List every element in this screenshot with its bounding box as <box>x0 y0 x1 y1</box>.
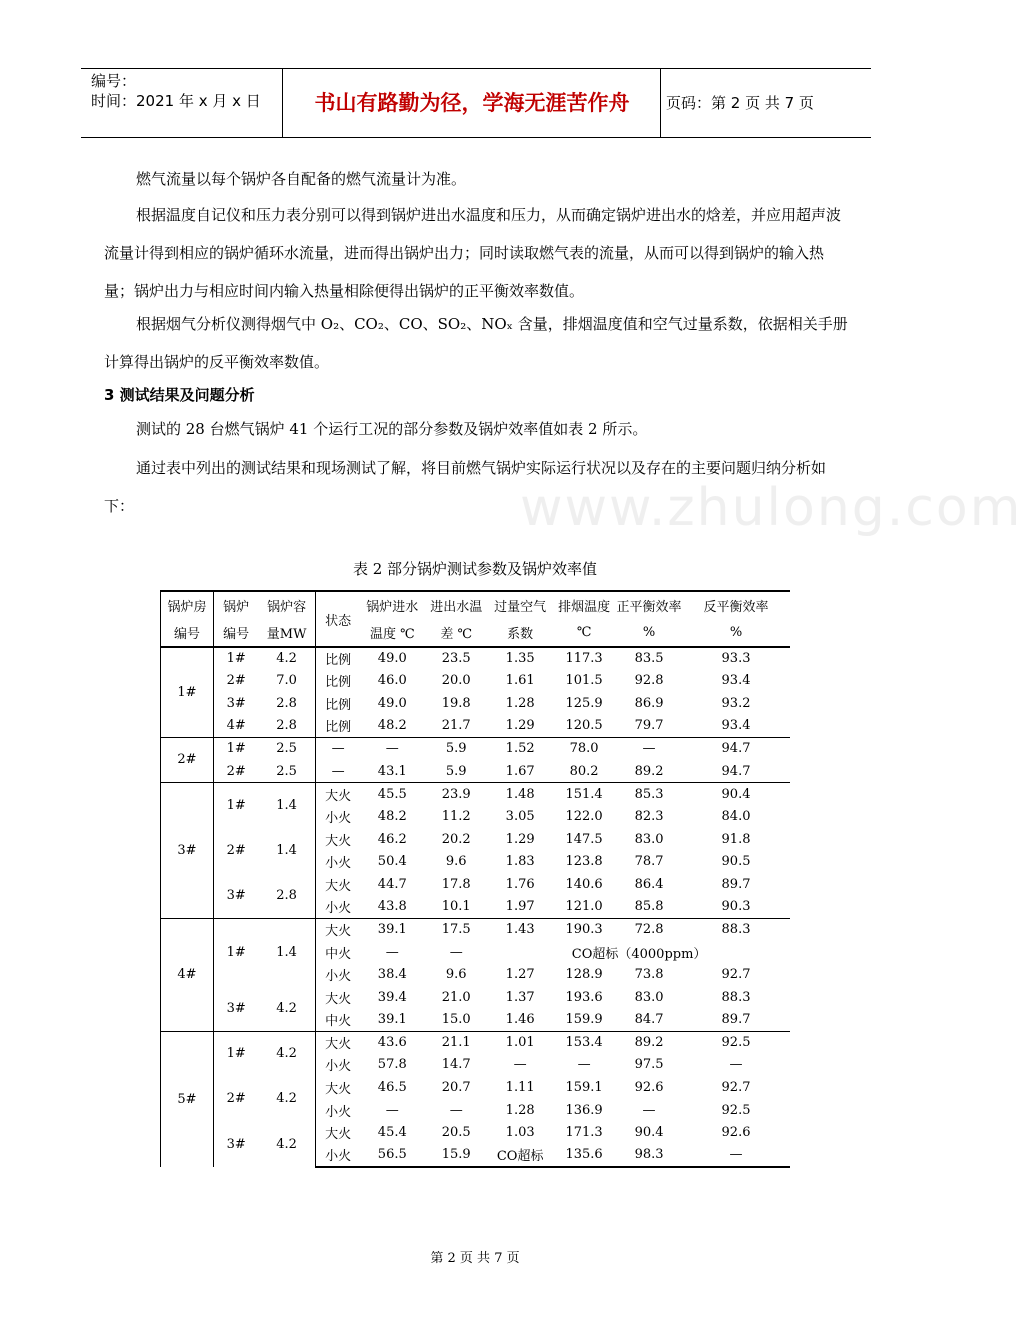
cell-inlet-temp: — <box>360 737 424 760</box>
cell-inlet-temp: 45.4 <box>377 1125 407 1141</box>
cell-status: 中火 <box>315 941 360 964</box>
paragraph-analysis-intro: 通过表中列出的测试结果和现场测试了解，将目前燃气锅炉实际运行状况以及存在的主要问题归纳分析如下： <box>104 459 827 515</box>
cell-capacity: 4.2 <box>276 1091 297 1107</box>
cell-inlet-temp: 48.2 <box>377 808 407 824</box>
cell-flue-temp: — <box>577 1057 591 1073</box>
cell-negative-eff: 92.7 <box>721 1080 751 1096</box>
cell-boiler-id: 4# <box>213 715 258 738</box>
table-row <box>161 647 791 670</box>
cell-inlet-temp: 46.2 <box>377 831 407 847</box>
cell-positive-eff: 85.3 <box>616 783 682 806</box>
cell-positive-eff: 85.8 <box>616 896 682 919</box>
cell-room: 1# <box>161 647 214 737</box>
cell-status: 小火 <box>315 963 360 986</box>
cell-negative-eff: — <box>729 1057 743 1073</box>
cell-positive-eff: 89.2 <box>616 760 682 783</box>
document-time-label: 时间：2021 年 x 月 x 日 <box>91 92 261 110</box>
cell-flue-temp: 78.0 <box>552 737 616 760</box>
paragraph-test-intro: 测试的 28 台燃气锅炉 41 个运行工况的部分参数及锅炉效率值如表 2 所示。 <box>136 420 648 438</box>
header-room: 锅炉房 <box>161 591 214 619</box>
cell-temp-diff: 15.0 <box>424 1009 488 1032</box>
page-footer: 第 2 页 共 7 页 <box>430 1251 520 1266</box>
header-room-unit: 编号 <box>161 619 214 647</box>
cell-capacity: 1.4 <box>258 783 315 828</box>
cell-status: 大火 <box>315 783 360 806</box>
header-status: 状态 <box>315 591 360 647</box>
cell-status: 大火 <box>315 1031 360 1054</box>
cell-room: 3# <box>161 783 214 919</box>
cell-note: CO超标（4000ppm） <box>571 946 707 962</box>
cell-capacity: 2.8 <box>258 715 315 738</box>
cell-temp-diff: 14.7 <box>441 1057 471 1073</box>
cell-negative-eff: 93.4 <box>721 673 751 689</box>
table-row <box>161 783 791 806</box>
cell-excess-air: 1.61 <box>505 673 535 689</box>
header-inlet-temp-unit: 温度 ℃ <box>360 619 424 647</box>
cell-negative-eff: 93.4 <box>682 715 790 738</box>
page-header <box>81 68 871 138</box>
cell-inlet-temp: 39.4 <box>377 989 407 1005</box>
header-excess-air-unit: 系数 <box>488 619 552 647</box>
cell-temp-diff: 17.5 <box>424 918 488 941</box>
cell-flue-temp: 135.6 <box>552 1144 616 1167</box>
cell-room: 2# <box>161 737 214 782</box>
cell-boiler-id: 2# <box>226 1091 246 1107</box>
cell-status: 小火 <box>315 1054 360 1077</box>
cell-negative-eff: 88.3 <box>721 989 751 1005</box>
document-number-label: 编号： <box>91 72 137 90</box>
cell-excess-air: 1.28 <box>505 1102 535 1118</box>
table-row <box>161 986 791 1009</box>
cell-negative-eff: 90.4 <box>682 783 790 806</box>
header-negative-eff: 反平衡效率 <box>682 591 790 619</box>
table-row <box>161 1121 791 1144</box>
cell-temp-diff: — <box>449 1102 463 1118</box>
header-capacity-unit: 量MW <box>258 619 315 647</box>
cell-inlet-temp: 44.7 <box>377 876 407 892</box>
paragraph-method-positive: 根据温度自记仪和压力表分别可以得到锅炉进出水温度和压力，从而确定锅炉进出水的焓差，并应用超声波流量计得到相应的锅炉循环水流量，进而得出锅炉出力；同时读取燃气表的流量，从而可以得到锅炉的输入热量；锅炉出力与相应时间内输入热量相除便得出锅炉的正平衡效率数值。 <box>104 206 842 300</box>
cell-capacity: 4.2 <box>258 1031 315 1076</box>
cell-flue-temp: 122.0 <box>565 808 603 824</box>
cell-flue-temp: 190.3 <box>552 918 616 941</box>
cell-boiler-id: 1# <box>213 647 258 670</box>
cell-capacity: 7.0 <box>276 673 297 689</box>
section-heading-3: 3 测试结果及问题分析 <box>104 386 255 404</box>
table-row <box>161 715 791 738</box>
cell-excess-air: 1.48 <box>488 783 552 806</box>
cell-negative-eff: 94.7 <box>682 737 790 760</box>
cell-boiler-id: 3# <box>226 887 246 903</box>
cell-flue-temp: 147.5 <box>565 831 603 847</box>
cell-capacity: 4.2 <box>276 1000 297 1016</box>
header-temp-diff: 进出水温 <box>424 591 488 619</box>
cell-boiler-id: 2# <box>226 842 246 858</box>
cell-flue-temp: 120.5 <box>552 715 616 738</box>
cell-capacity: 1.4 <box>258 918 315 986</box>
cell-temp-diff: 21.1 <box>424 1031 488 1054</box>
cell-excess-air: 1.52 <box>488 737 552 760</box>
cell-flue-temp: 80.2 <box>552 760 616 783</box>
cell-temp-diff: 5.9 <box>424 760 488 783</box>
cell-status: 中火 <box>315 1009 360 1032</box>
header-positive-eff-unit: % <box>616 619 682 647</box>
cell-positive-eff: 90.4 <box>634 1125 664 1141</box>
cell-excess-air: 3.05 <box>505 808 535 824</box>
cell-excess-air: 1.67 <box>488 760 552 783</box>
cell-temp-diff: 10.1 <box>424 896 488 919</box>
cell-status: 小火 <box>315 805 360 828</box>
cell-status: 比例 <box>315 715 360 738</box>
cell-negative-eff: 90.5 <box>721 854 751 870</box>
header-page-label: 页码：第 2 页 共 7 页 <box>666 94 814 112</box>
cell-status: 小火 <box>315 850 360 873</box>
cell-temp-diff: 15.9 <box>424 1144 488 1167</box>
cell-positive-eff: — <box>616 737 682 760</box>
cell-boiler-id: 1# <box>213 783 258 828</box>
cell-negative-eff: 91.8 <box>721 831 751 847</box>
cell-status: 大火 <box>315 873 360 896</box>
header-motto: 书山有路勤为径，学海无涯苦作舟 <box>284 69 661 137</box>
cell-inlet-temp: 50.4 <box>377 854 407 870</box>
cell-excess-air: 1.29 <box>488 715 552 738</box>
cell-excess-air: 1.28 <box>505 695 535 711</box>
header-excess-air: 过量空气 <box>488 591 552 619</box>
table-row <box>161 737 791 760</box>
table-header-row <box>161 591 791 619</box>
cell-positive-eff: 72.8 <box>616 918 682 941</box>
table-row <box>161 873 791 896</box>
cell-temp-diff: 20.7 <box>441 1080 471 1096</box>
cell-positive-eff: 84.7 <box>616 1009 682 1032</box>
cell-inlet-temp: 39.1 <box>360 1009 424 1032</box>
cell-negative-eff: 92.5 <box>682 1031 790 1054</box>
cell-inlet-temp: 46.0 <box>377 673 407 689</box>
cell-positive-eff: 83.0 <box>634 831 664 847</box>
cell-boiler-id: 2# <box>226 673 246 689</box>
cell-excess-air: CO超标 <box>488 1144 552 1167</box>
cell-positive-eff: 86.9 <box>634 695 664 711</box>
cell-flue-temp: 171.3 <box>565 1125 603 1141</box>
cell-temp-diff: — <box>449 944 463 960</box>
cell-excess-air: 1.37 <box>505 989 535 1005</box>
cell-status: 大火 <box>315 828 360 851</box>
cell-capacity: 4.2 <box>276 1136 297 1152</box>
cell-negative-eff: 84.0 <box>721 808 751 824</box>
cell-negative-eff: 93.2 <box>721 695 751 711</box>
cell-room: 5# <box>161 1031 214 1167</box>
cell-negative-eff: 92.7 <box>721 967 751 983</box>
table-row <box>161 670 791 693</box>
cell-positive-eff: 92.6 <box>634 1080 664 1096</box>
header-meta <box>81 69 283 137</box>
cell-status: 小火 <box>315 896 360 919</box>
cell-status: 大火 <box>315 1076 360 1099</box>
cell-positive-eff: 89.2 <box>616 1031 682 1054</box>
cell-temp-diff: 23.5 <box>424 647 488 670</box>
table-row <box>161 918 791 941</box>
table-row <box>161 828 791 851</box>
table-row <box>161 1031 791 1054</box>
header-boiler-unit: 编号 <box>213 619 258 647</box>
cell-temp-diff: 17.8 <box>441 876 471 892</box>
cell-status: 小火 <box>315 1099 360 1122</box>
cell-negative-eff: 94.7 <box>682 760 790 783</box>
cell-negative-eff: — <box>682 1144 790 1167</box>
cell-positive-eff: — <box>642 1102 656 1118</box>
table-row <box>161 1076 791 1099</box>
cell-negative-eff: 92.5 <box>721 1102 751 1118</box>
cell-status: 比例 <box>315 647 360 670</box>
cell-inlet-temp: 38.4 <box>377 967 407 983</box>
cell-excess-air: 1.83 <box>505 854 535 870</box>
cell-excess-air: 1.27 <box>505 967 535 983</box>
cell-temp-diff: 20.2 <box>441 831 471 847</box>
cell-inlet-temp: 57.8 <box>377 1057 407 1073</box>
header-positive-eff: 正平衡效率 <box>616 591 682 619</box>
header-boiler: 锅炉 <box>213 591 258 619</box>
cell-inlet-temp: 49.0 <box>360 647 424 670</box>
cell-excess-air: 1.29 <box>505 831 535 847</box>
paragraph-gas-flow: 燃气流量以每个锅炉各自配备的燃气流量计为准。 <box>136 170 467 188</box>
watermark: www.zhulong.com <box>520 478 1022 538</box>
cell-excess-air: 1.03 <box>505 1125 535 1141</box>
cell-temp-diff: 9.6 <box>445 854 467 870</box>
cell-positive-eff: 82.3 <box>634 808 664 824</box>
table-row <box>161 760 791 783</box>
cell-status: 比例 <box>315 692 360 715</box>
cell-boiler-id: 3# <box>226 1000 246 1016</box>
cell-capacity: 2.8 <box>276 695 297 711</box>
cell-flue-temp: 117.3 <box>552 647 616 670</box>
cell-inlet-temp: 46.5 <box>377 1080 407 1096</box>
cell-positive-eff: 86.4 <box>634 876 664 892</box>
cell-boiler-id: 1# <box>213 737 258 760</box>
cell-inlet-temp: 48.2 <box>360 715 424 738</box>
cell-status: 大火 <box>315 1121 360 1144</box>
cell-negative-eff: 89.7 <box>721 876 751 892</box>
cell-excess-air: 1.11 <box>505 1080 535 1096</box>
cell-excess-air: 1.76 <box>505 876 535 892</box>
cell-positive-eff: 92.8 <box>634 673 664 689</box>
cell-capacity: 2.8 <box>276 887 297 903</box>
cell-excess-air: 1.35 <box>488 647 552 670</box>
cell-flue-temp: 101.5 <box>565 673 603 689</box>
header-temp-diff-unit: 差 ℃ <box>424 619 488 647</box>
cell-excess-air: 1.43 <box>488 918 552 941</box>
cell-temp-diff: 23.9 <box>424 783 488 806</box>
cell-capacity: 1.4 <box>276 842 297 858</box>
cell-negative-eff: 92.6 <box>721 1125 751 1141</box>
cell-capacity: 2.5 <box>258 737 315 760</box>
cell-status: — <box>315 760 360 783</box>
cell-flue-temp: 193.6 <box>565 989 603 1005</box>
boiler-test-table <box>160 590 790 1168</box>
cell-inlet-temp: — <box>385 1102 399 1118</box>
cell-negative-eff: 89.7 <box>682 1009 790 1032</box>
cell-inlet-temp: 49.0 <box>377 695 407 711</box>
cell-positive-eff: 97.5 <box>634 1057 664 1073</box>
cell-negative-eff: 88.3 <box>682 918 790 941</box>
cell-negative-eff: 90.3 <box>682 896 790 919</box>
cell-flue-temp: 140.6 <box>565 876 603 892</box>
cell-flue-temp: 128.9 <box>565 967 603 983</box>
cell-excess-air: 1.97 <box>488 896 552 919</box>
cell-positive-eff: 79.7 <box>616 715 682 738</box>
cell-temp-diff: 9.6 <box>445 967 467 983</box>
cell-temp-diff: 19.8 <box>441 695 471 711</box>
cell-inlet-temp: 43.6 <box>360 1031 424 1054</box>
cell-temp-diff: 5.9 <box>424 737 488 760</box>
cell-excess-air: — <box>513 1057 527 1073</box>
cell-boiler-id: 1# <box>213 1031 258 1076</box>
cell-boiler-id: 3# <box>226 695 246 711</box>
cell-temp-diff: 21.0 <box>441 989 471 1005</box>
cell-flue-temp: 136.9 <box>565 1102 603 1118</box>
cell-room: 4# <box>161 918 214 1031</box>
cell-inlet-temp: 43.8 <box>360 896 424 919</box>
header-inlet-temp: 锅炉进水 <box>360 591 424 619</box>
cell-temp-diff: 20.5 <box>441 1125 471 1141</box>
cell-inlet-temp: 56.5 <box>360 1144 424 1167</box>
cell-inlet-temp: — <box>385 944 399 960</box>
table-row <box>161 692 791 715</box>
cell-flue-temp: 125.9 <box>565 695 603 711</box>
cell-positive-eff: 83.0 <box>634 989 664 1005</box>
cell-boiler-id: 1# <box>213 918 258 986</box>
cell-excess-air: 1.01 <box>488 1031 552 1054</box>
cell-positive-eff: 98.3 <box>616 1144 682 1167</box>
header-flue-temp: 排烟温度 <box>552 591 616 619</box>
header-flue-temp-unit: ℃ <box>552 619 616 647</box>
table-caption: 表 2 部分锅炉测试参数及锅炉效率值 <box>352 560 598 578</box>
cell-positive-eff: 78.7 <box>634 854 664 870</box>
cell-flue-temp: 159.1 <box>565 1080 603 1096</box>
paragraph-method-negative: 根据烟气分析仪测得烟气中 O₂、CO₂、CO、SO₂、NOₓ 含量，排烟温度值和空气过量系数，依据相关手册计算得出锅炉的反平衡效率数值。 <box>104 315 848 371</box>
cell-status: 比例 <box>315 670 360 693</box>
cell-flue-temp: 123.8 <box>565 854 603 870</box>
cell-inlet-temp: 45.5 <box>360 783 424 806</box>
cell-temp-diff: 21.7 <box>424 715 488 738</box>
cell-positive-eff: 83.5 <box>616 647 682 670</box>
header-negative-eff-unit: % <box>682 619 790 647</box>
cell-flue-temp: 159.9 <box>552 1009 616 1032</box>
cell-excess-air: 1.46 <box>488 1009 552 1032</box>
cell-temp-diff: 11.2 <box>441 808 471 824</box>
cell-inlet-temp: 39.1 <box>360 918 424 941</box>
cell-flue-temp: 151.4 <box>552 783 616 806</box>
cell-flue-temp: 121.0 <box>552 896 616 919</box>
header-capacity: 锅炉容 <box>258 591 315 619</box>
cell-boiler-id: 2# <box>213 760 258 783</box>
cell-temp-diff: 20.0 <box>441 673 471 689</box>
cell-positive-eff: 73.8 <box>634 967 664 983</box>
cell-capacity: 2.5 <box>258 760 315 783</box>
cell-boiler-id: 3# <box>226 1136 246 1152</box>
table-header-row <box>161 619 791 647</box>
cell-status: 大火 <box>315 986 360 1009</box>
cell-status: — <box>315 737 360 760</box>
cell-status: 大火 <box>315 918 360 941</box>
cell-status: 小火 <box>315 1144 360 1167</box>
cell-flue-temp: 153.4 <box>552 1031 616 1054</box>
cell-capacity: 4.2 <box>258 647 315 670</box>
cell-negative-eff: 93.3 <box>682 647 790 670</box>
cell-inlet-temp: 43.1 <box>360 760 424 783</box>
